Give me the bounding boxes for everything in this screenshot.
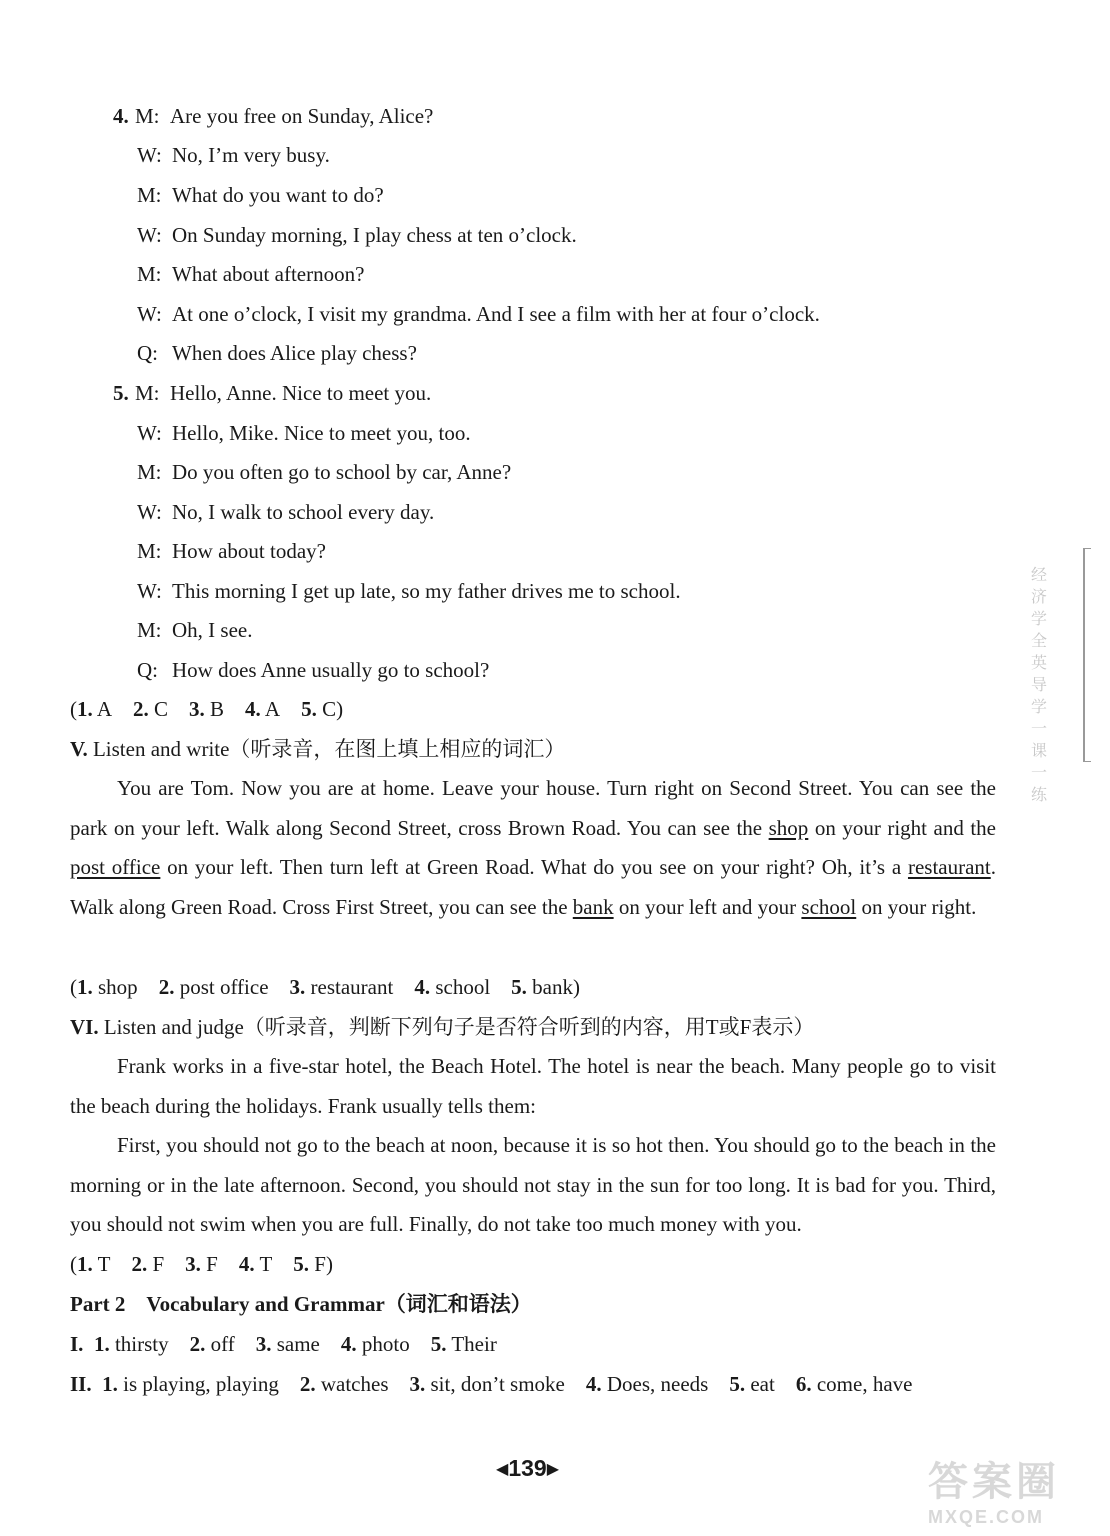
answer-value: bank	[532, 975, 573, 999]
part-title: Vocabulary and Grammar（词汇和语法）	[146, 1292, 532, 1316]
answer-number: 3.	[289, 975, 306, 999]
left-triangle-icon: ◀	[496, 1461, 509, 1478]
dialogue4-line	[137, 222, 577, 248]
answer-value: F	[314, 1252, 326, 1276]
passage-text: on your left and your	[613, 894, 802, 919]
speaker: M:	[135, 381, 160, 405]
answer-number: 6.	[795, 1372, 812, 1396]
utterance: Are you free on Sunday, Alice?	[170, 104, 434, 128]
passage-text: on your right.	[856, 894, 977, 919]
watermark-logo	[928, 1450, 1088, 1530]
right-triangle-icon: ▶	[546, 1461, 559, 1478]
answer-value: sit, don’t smoke	[430, 1372, 565, 1396]
answer-number: 1.	[77, 1252, 93, 1276]
speaker: M:	[137, 183, 162, 207]
side-tab-text: 经济学全英导学一课一练	[1030, 567, 1047, 804]
answer-value: eat	[750, 1372, 775, 1396]
answer-number: 4.	[340, 1332, 357, 1356]
utterance: What do you want to do?	[172, 183, 384, 207]
answer-value: C	[322, 697, 337, 721]
answer-value: school	[435, 975, 491, 999]
speaker: M:	[137, 460, 162, 484]
paren: (	[70, 975, 77, 999]
speaker: M:	[135, 104, 160, 128]
dialogue-number: 5.	[113, 381, 129, 405]
section-numeral: II.	[70, 1372, 92, 1396]
watermark-text: 答案圈	[928, 1460, 1060, 1504]
answer-number: 2.	[189, 1332, 206, 1356]
utterance: No, I’m very busy.	[172, 143, 330, 167]
answer-number: 5.	[293, 1252, 310, 1276]
section-v-heading	[70, 736, 565, 762]
answer-value: come, have	[816, 1372, 913, 1396]
answer-value: restaurant	[310, 975, 394, 999]
answer-value: photo	[361, 1332, 410, 1356]
answer-number: 5.	[511, 975, 527, 999]
speaker: W:	[137, 421, 162, 445]
section-vi-paragraph-2	[70, 1126, 996, 1245]
utterance: Oh, I see.	[172, 618, 253, 642]
page-number	[496, 1455, 559, 1482]
utterance: What about afternoon?	[172, 262, 365, 286]
paren: (	[70, 1252, 77, 1276]
side-tab-bracket	[1083, 548, 1091, 762]
dialogue4-line	[137, 261, 364, 287]
dialogue-number: 4.	[113, 104, 129, 128]
answer-value: shop	[98, 975, 138, 999]
part2-i-answers	[70, 1331, 497, 1357]
answer-number: 4.	[414, 975, 431, 999]
speaker: W:	[137, 302, 162, 326]
answer-value: watches	[320, 1372, 389, 1396]
answer-number: 4.	[238, 1252, 255, 1276]
answer-number: 3.	[409, 1372, 426, 1396]
dialogue5-line	[137, 538, 326, 564]
section-title: Listen and judge（听录音，判断下列句子是否符合听到的内容，用T或F表示）	[103, 1015, 815, 1039]
answer-number: 2.	[158, 975, 175, 999]
utterance: How about today?	[172, 539, 326, 563]
answer-value: C	[154, 697, 169, 721]
filled-blank: shop	[768, 815, 809, 840]
speaker: W:	[137, 223, 162, 247]
answer-number: 3.	[185, 1252, 201, 1276]
speaker: W:	[137, 579, 162, 603]
answer-value: F	[206, 1252, 218, 1276]
answer-number: 5.	[301, 697, 317, 721]
watermark-url: MXQE.COM	[928, 1507, 1045, 1527]
speaker: M:	[137, 539, 162, 563]
utterance: Hello, Anne. Nice to meet you.	[170, 381, 432, 405]
speaker: Q:	[137, 658, 158, 682]
speaker: Q:	[137, 341, 158, 365]
utterance: At one o’clock, I visit my grandma. And I see a film with her at four o’clock.	[172, 302, 820, 326]
answer-value: B	[210, 697, 225, 721]
paren: )	[572, 975, 580, 999]
part-label: Part 2	[70, 1292, 126, 1316]
section-numeral: V.	[70, 737, 88, 761]
answer-value: F	[152, 1252, 165, 1276]
section-numeral: I.	[70, 1332, 84, 1356]
answer-value: Their	[451, 1332, 497, 1356]
answer-value: off	[210, 1332, 235, 1356]
passage-text: First, you should not go to the beach at noon, because it is so hot then. You should go to the beach in the morning or in the late afternoon. Second, you should not stay in the sun for too long. It is bad for you. Third, you should not swim when you are full. Finally, do not take too much money with you.	[70, 1133, 996, 1236]
dialogue4-line	[137, 142, 330, 168]
utterance: This morning I get up late, so my father drives me to school.	[172, 579, 681, 603]
utterance: When does Alice play chess?	[172, 341, 417, 365]
speaker: M:	[137, 618, 162, 642]
part2-ii-answers	[70, 1371, 912, 1397]
section-vi-heading	[70, 1014, 814, 1040]
filled-blank: bank	[572, 894, 614, 919]
passage-text: Frank works in a five-star hotel, the Beach Hotel. The hotel is near the beach. Many people go to visit the beach during the holidays. Frank usually tells them:	[70, 1054, 996, 1118]
answer-value: A	[96, 697, 113, 721]
page-number-text: 139	[508, 1455, 547, 1481]
answer-value: post office	[179, 975, 269, 999]
answer-value: thirsty	[114, 1332, 169, 1356]
passage-text: . Walk along Green Road. Cross First Street, you can see the	[70, 855, 997, 919]
answer-value: same	[276, 1332, 320, 1356]
dialogue5-line	[137, 499, 434, 525]
answer-number: 3.	[255, 1332, 272, 1356]
utterance: On Sunday morning, I play chess at ten o’clock.	[172, 223, 577, 247]
speaker: W:	[137, 143, 162, 167]
answer-number: 1.	[93, 1332, 110, 1356]
dialogue5-line	[137, 420, 471, 446]
speaker: M:	[137, 262, 162, 286]
answer-number: 5.	[729, 1372, 746, 1396]
dialogue4-line	[113, 103, 433, 129]
answer-value: Does, needs	[606, 1372, 709, 1396]
answer-number: 4.	[585, 1372, 602, 1396]
answer-number: 1.	[102, 1372, 118, 1396]
utterance: Hello, Mike. Nice to meet you, too.	[172, 421, 471, 445]
dialogue5-line	[113, 380, 431, 406]
passage-text: on your right and the	[808, 815, 996, 840]
paren: (	[70, 697, 77, 721]
answer-value: is playing, playing	[123, 1372, 279, 1396]
answers-iv	[70, 696, 343, 722]
filled-blank: post office	[70, 855, 161, 879]
section-numeral: VI.	[70, 1015, 99, 1039]
speaker: W:	[137, 500, 162, 524]
dialogue4-line	[137, 340, 417, 366]
filled-blank: restaurant	[907, 855, 991, 879]
paren: )	[336, 697, 344, 721]
dialogue4-line	[137, 182, 384, 208]
passage-text: on your left. Then turn left at Green Road. What do you see on your right? Oh, it’s a	[160, 855, 908, 879]
answers-v	[70, 974, 580, 1000]
dialogue5-line	[137, 617, 252, 643]
answer-number: 2.	[131, 1252, 148, 1276]
dialogue5-line	[137, 459, 511, 485]
part2-heading	[70, 1291, 532, 1317]
answer-number: 3.	[189, 697, 205, 721]
utterance: Do you often go to school by car, Anne?	[172, 460, 512, 484]
answer-value: T	[259, 1252, 273, 1276]
answer-number: 2.	[133, 697, 149, 721]
passage-text: You are Tom. Now you are at home. Leave your house. Turn right on Second Street. You can see the park on your left. Walk along Second Street, cross Brown Road. You can see the	[70, 776, 996, 840]
utterance: No, I walk to school every day.	[172, 500, 435, 524]
dialogue5-line	[137, 578, 681, 604]
answer-value: A	[264, 697, 281, 721]
answer-number: 2.	[299, 1372, 316, 1396]
answers-vi	[70, 1251, 333, 1277]
section-vi-paragraph-1	[70, 1047, 996, 1126]
dialogue5-line	[137, 657, 489, 683]
utterance: How does Anne usually go to school?	[172, 658, 490, 682]
section-title: Listen and write（听录音，在图上填上相应的词汇）	[92, 737, 566, 761]
paren: )	[325, 1252, 333, 1276]
answer-value: T	[97, 1252, 111, 1276]
answer-number: 1.	[77, 697, 93, 721]
section-v-passage	[70, 769, 996, 927]
answer-number: 1.	[77, 975, 93, 999]
answer-number: 5.	[430, 1332, 447, 1356]
dialogue4-line	[137, 301, 820, 327]
answer-number: 4.	[245, 697, 261, 721]
filled-blank: school	[801, 894, 857, 919]
